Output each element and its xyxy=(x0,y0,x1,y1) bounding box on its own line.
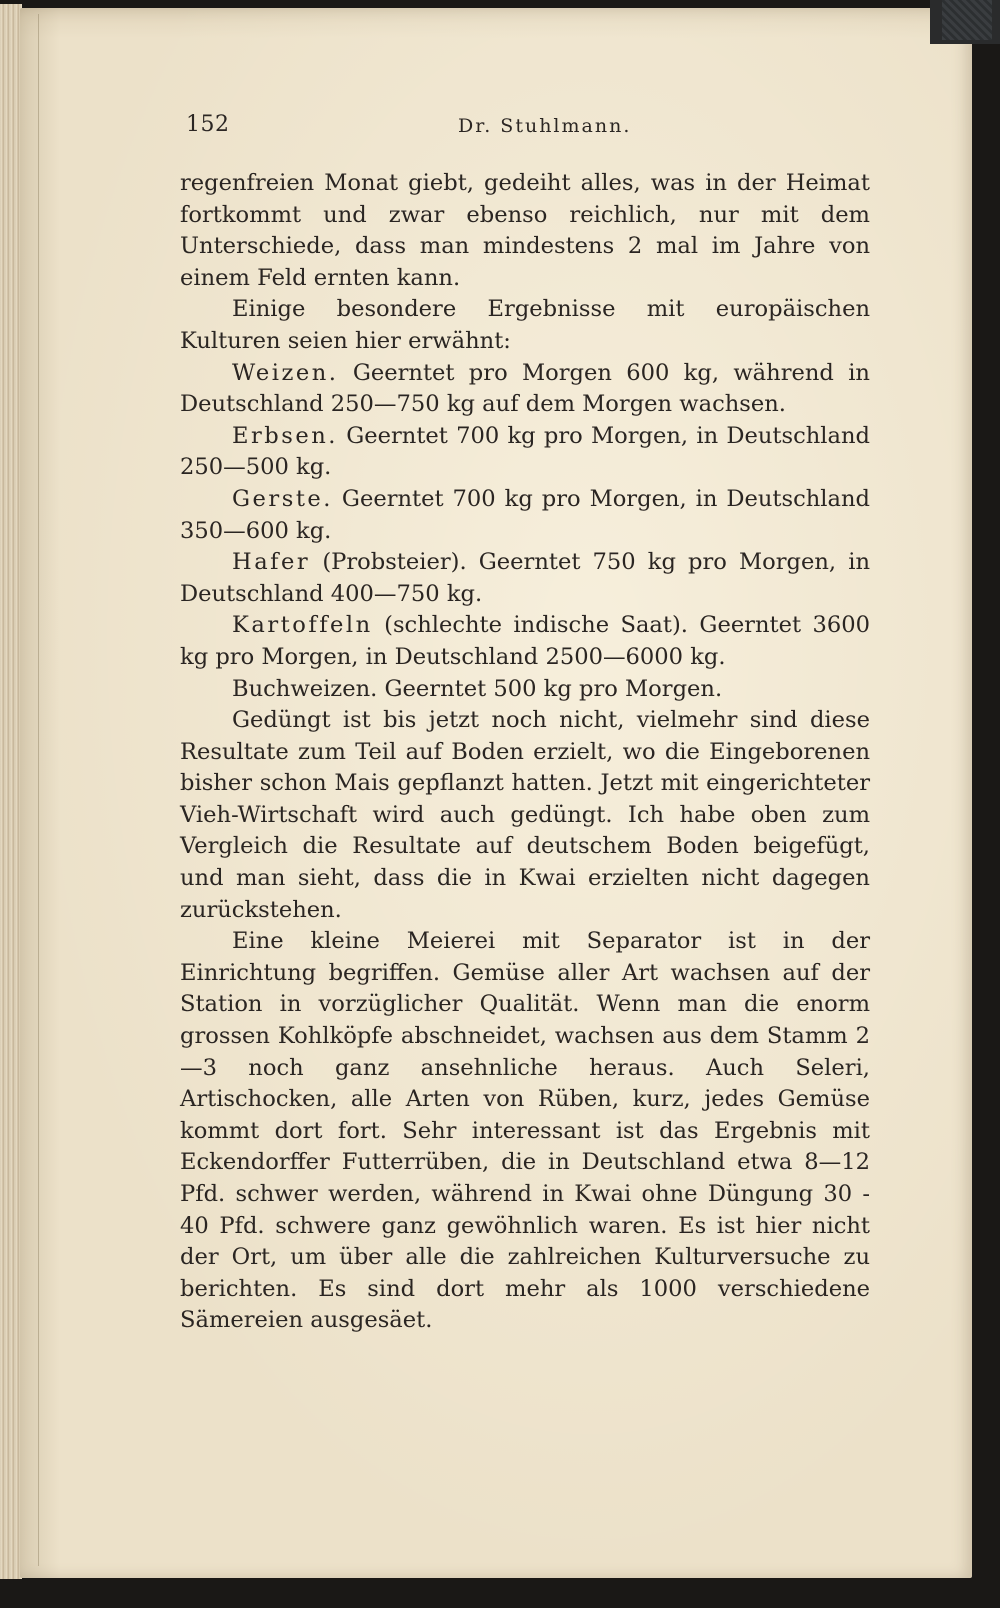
running-head: Dr. Stuhlmann. xyxy=(458,115,632,137)
crop-name: Erbsen. xyxy=(232,422,338,449)
paragraph-text: Buchweizen. Geerntet 500 kg pro Morgen. xyxy=(232,675,723,702)
crop-name: Weizen. xyxy=(232,359,339,386)
paragraph-intro xyxy=(180,294,870,357)
page-header xyxy=(0,112,1000,148)
page-number: 152 xyxy=(186,112,230,137)
paragraph-weizen xyxy=(180,358,870,421)
paragraph-text: (schlechte indische Saat). Geerntet 3600 kg pro Morgen, in Deutschland 2500—6000 kg. xyxy=(180,612,870,670)
paragraph-buchweizen xyxy=(180,674,870,706)
paragraph-erbsen xyxy=(180,421,870,484)
paragraph-text: Eine kleine Meierei mit Separator ist in der Einrichtung begriffen. Gemüse aller Art wachsen auf der Station in vorzüglicher Qualität. Wenn man die enorm grossen Kohlköpfe abschneidet, wachsen aus dem Stamm 2—3 noch ganz ansehnliche heraus. Auch Seleri, Artischocken, alle Arten von Rüben, kurz, jedes Gemüse kommt dort fort. Sehr interessant ist das Ergebnis mit Eckendorffer Futterrüben, die in Deutschland etwa 8—12 Pfd. schwer werden, während in Kwai ohne Düngung 30 - 40 Pfd. schwere ganz gewöhnlich waren. Es ist hier nicht der Ort, um über alle die zahlreichen Kulturversuche zu berichten. Es sind dort mehr als 1000 verschiedene Sämereien ausgesäet. xyxy=(180,928,870,1334)
paragraph-text: Geerntet 700 kg pro Morgen, in Deutschland 350—600 kg. xyxy=(180,485,870,544)
paragraph-duengung xyxy=(180,705,870,926)
scan-corner xyxy=(930,0,1000,44)
paragraph-meierei xyxy=(180,926,870,1337)
paragraph-text: Gedüngt ist bis jetzt noch nicht, vielmehr sind diese Resultate zum Teil auf Boden erzielt, wo die Eingeborenen bisher schon Mais gepflanzt hatten. Jetzt mit eingerichteter Vieh-Wirtschaft wird auch gedüngt. Ich habe oben zum Vergleich die Resultate auf deutschem Boden beigefügt, und man sieht, dass die in Kwai erzielten nicht dagegen zurückstehen. xyxy=(180,707,870,923)
paragraph-text: regenfreien Monat giebt, gedeiht alles, was in der Heimat fortkommt und zwar ebenso reichlich, nur mit dem Unterschiede, dass man mindestens 2 mal im Jahre von einem Feld ernten kann. xyxy=(180,170,870,291)
paragraph-continuation xyxy=(180,168,870,294)
binding-tab xyxy=(942,0,992,40)
crop-name: Kartoffeln xyxy=(232,612,373,639)
paragraph-text: Geerntet 700 kg pro Morgen, in Deutschland 250—500 kg. xyxy=(180,422,870,481)
paragraph-text: Geerntet pro Morgen 600 kg, während in Deutschland 250—750 kg auf dem Morgen wachsen. xyxy=(180,359,870,418)
page-edge-stack xyxy=(0,4,22,1579)
crop-name: Hafer xyxy=(232,549,311,576)
paragraph-kartoffeln xyxy=(180,610,870,673)
paragraph-hafer xyxy=(180,547,870,610)
body-text xyxy=(180,168,870,1337)
paragraph-text: (Probsteier). Geerntet 750 kg pro Morgen, in Deutschland 400—750 kg. xyxy=(180,549,870,607)
paragraph-gerste xyxy=(180,484,870,547)
crop-name: Gerste. xyxy=(232,485,333,512)
paragraph-text: Einige besondere Ergebnisse mit europäischen Kulturen seien hier erwähnt: xyxy=(180,296,870,354)
